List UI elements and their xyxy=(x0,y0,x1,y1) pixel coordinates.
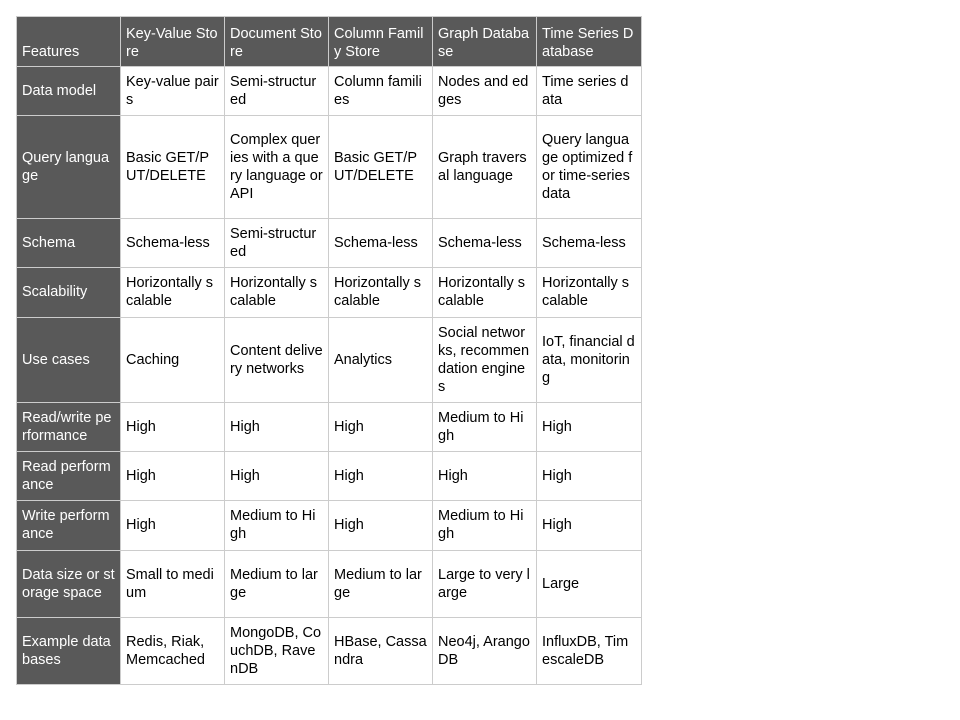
table-cell: High xyxy=(329,403,433,452)
table-cell: Medium to High xyxy=(433,501,537,551)
table-cell: Semi-structured xyxy=(225,219,329,268)
table-cell: High xyxy=(537,501,642,551)
database-comparison-table xyxy=(16,16,642,685)
table-cell: High xyxy=(121,452,225,501)
table-cell: High xyxy=(225,403,329,452)
table-cell: Time series data xyxy=(537,67,642,116)
table-row xyxy=(17,116,642,219)
table-cell: Medium to High xyxy=(225,501,329,551)
table-row xyxy=(17,219,642,268)
table-row xyxy=(17,403,642,452)
table-cell: IoT, financial data, monitoring xyxy=(537,318,642,403)
table-cell: Complex queries with a query language or API xyxy=(225,116,329,219)
table-cell: High xyxy=(537,403,642,452)
row-header-cell: Example databases xyxy=(17,618,121,685)
row-header-cell: Read performance xyxy=(17,452,121,501)
table-row xyxy=(17,501,642,551)
table-cell: Medium to High xyxy=(433,403,537,452)
header-cell: Column Family Store xyxy=(329,17,433,67)
header-cell: Time Series Database xyxy=(537,17,642,67)
table-cell: Key-value pairs xyxy=(121,67,225,116)
table-cell: Horizontally scalable xyxy=(537,268,642,318)
table-cell: High xyxy=(329,452,433,501)
table-cell: Horizontally scalable xyxy=(329,268,433,318)
row-header-cell: Schema xyxy=(17,219,121,268)
header-cell: Graph Database xyxy=(433,17,537,67)
table-cell: Nodes and edges xyxy=(433,67,537,116)
table-cell: High xyxy=(329,501,433,551)
table-cell: Analytics xyxy=(329,318,433,403)
row-header-cell: Data size or storage space xyxy=(17,551,121,618)
table-cell: HBase, Cassandra xyxy=(329,618,433,685)
table-cell: Schema-less xyxy=(433,219,537,268)
table-row xyxy=(17,551,642,618)
table-cell: Basic GET/PUT/DELETE xyxy=(329,116,433,219)
table-cell: Large to very large xyxy=(433,551,537,618)
table-cell: Redis, Riak, Memcached xyxy=(121,618,225,685)
header-cell: Key-Value Store xyxy=(121,17,225,67)
table-row xyxy=(17,318,642,403)
table-cell: High xyxy=(537,452,642,501)
table-cell: Caching xyxy=(121,318,225,403)
table-cell: Large xyxy=(537,551,642,618)
row-header-cell: Read/write performance xyxy=(17,403,121,452)
table-cell: Social networks, recommendation engines xyxy=(433,318,537,403)
table-cell: High xyxy=(121,501,225,551)
table-cell: Horizontally scalable xyxy=(121,268,225,318)
table-cell: Query language optimized for time-series data xyxy=(537,116,642,219)
table-cell: Medium to large xyxy=(329,551,433,618)
header-cell: Features xyxy=(17,17,121,67)
table-cell: High xyxy=(433,452,537,501)
table-cell: Neo4j, ArangoDB xyxy=(433,618,537,685)
row-header-cell: Data model xyxy=(17,67,121,116)
table-cell: Medium to large xyxy=(225,551,329,618)
table-cell: MongoDB, CouchDB, RavenDB xyxy=(225,618,329,685)
table-cell: Schema-less xyxy=(121,219,225,268)
table-cell: High xyxy=(121,403,225,452)
row-header-cell: Write performance xyxy=(17,501,121,551)
row-header-cell: Use cases xyxy=(17,318,121,403)
table-row xyxy=(17,452,642,501)
table-cell: Schema-less xyxy=(537,219,642,268)
table-cell: High xyxy=(225,452,329,501)
header-cell: Document Store xyxy=(225,17,329,67)
table-cell: InfluxDB, TimescaleDB xyxy=(537,618,642,685)
table-cell: Graph traversal language xyxy=(433,116,537,219)
table-cell: Semi-structured xyxy=(225,67,329,116)
table-cell: Small to medium xyxy=(121,551,225,618)
table-cell: Horizontally scalable xyxy=(225,268,329,318)
row-header-cell: Scalability xyxy=(17,268,121,318)
table-cell: Column families xyxy=(329,67,433,116)
table-row xyxy=(17,618,642,685)
table-row xyxy=(17,268,642,318)
row-header-cell: Query language xyxy=(17,116,121,219)
table-cell: Schema-less xyxy=(329,219,433,268)
table-row xyxy=(17,67,642,116)
table-cell: Basic GET/PUT/DELETE xyxy=(121,116,225,219)
table-header-row xyxy=(17,17,642,67)
table-cell: Horizontally scalable xyxy=(433,268,537,318)
table-cell: Content delivery networks xyxy=(225,318,329,403)
